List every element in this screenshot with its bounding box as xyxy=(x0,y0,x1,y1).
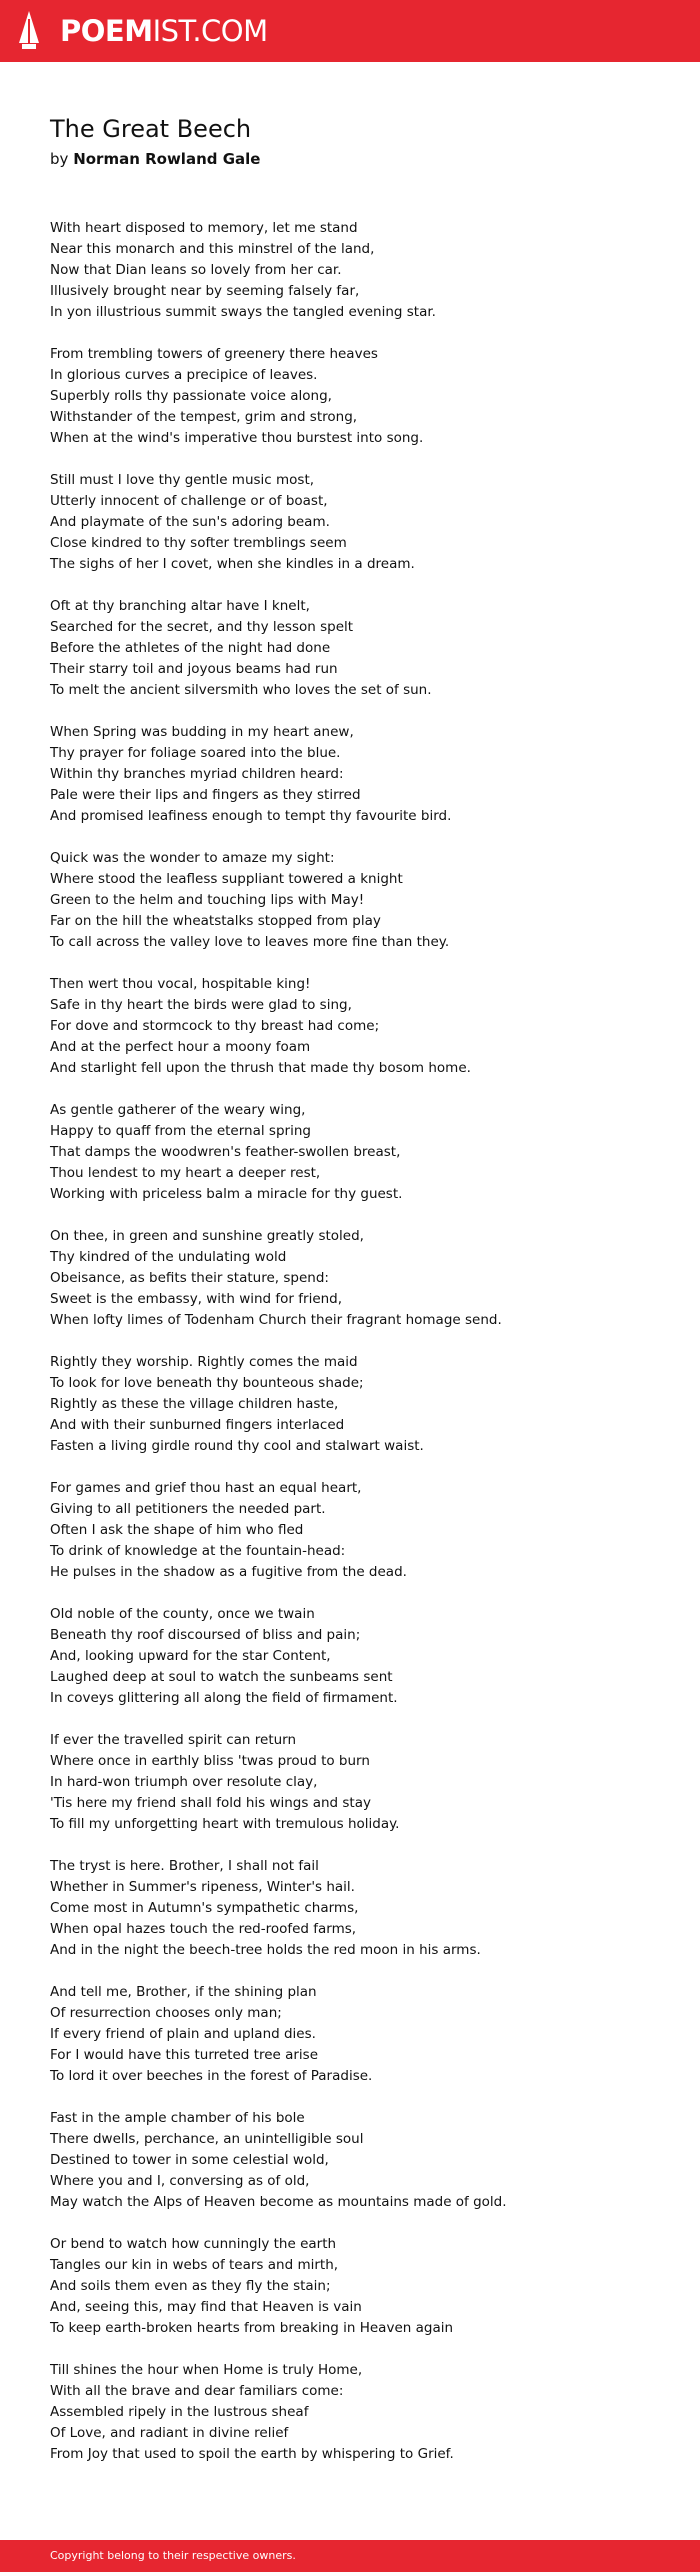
poem-line: On thee, in green and sunshine greatly stoled, xyxy=(50,1228,364,1244)
poem-line: In glorious curves a precipice of leaves. xyxy=(50,367,318,383)
poem-line: Working with priceless balm a miracle for thy guest. xyxy=(50,1186,403,1202)
poem-line: The tryst is here. Brother, I shall not fail xyxy=(50,1858,319,1874)
poem-line: Giving to all petitioners the needed part. xyxy=(50,1501,326,1517)
poem-line: Thou lendest to my heart a deeper rest, xyxy=(50,1165,321,1181)
poem-line: Now that Dian leans so lovely from her car. xyxy=(50,262,342,278)
poem-line: In yon illustrious summit sways the tangled evening star. xyxy=(50,304,436,320)
poem-line: Assembled ripely in the lustrous sheaf xyxy=(50,2404,309,2420)
poem-line: To call across the valley love to leaves more fine than they. xyxy=(50,934,450,950)
stanza xyxy=(50,1100,670,1205)
poem-line: And starlight fell upon the thrush that made thy bosom home. xyxy=(50,1060,471,1076)
poem-line: Till shines the hour when Home is truly Home, xyxy=(50,2362,363,2378)
poem-line: When at the wind's imperative thou burstest into song. xyxy=(50,430,424,446)
poem-line: That damps the woodwren's feather-swollen breast, xyxy=(50,1144,401,1160)
stanza xyxy=(50,848,670,953)
poem-line: To fill my unforgetting heart with tremulous holiday. xyxy=(50,1816,400,1832)
poem-body xyxy=(50,218,670,2486)
stanza xyxy=(50,218,670,323)
poem-line: To keep earth-broken hearts from breaking in Heaven again xyxy=(50,2320,454,2336)
poem-line: Then wert thou vocal, hospitable king! xyxy=(50,976,311,992)
poem-line: With all the brave and dear familiars come: xyxy=(50,2383,344,2399)
pen-nib-icon xyxy=(18,10,40,50)
stanza xyxy=(50,1730,670,1835)
byline-prefix: by xyxy=(50,150,69,168)
poem-line: Where stood the leafless suppliant towered a knight xyxy=(50,871,403,887)
stanza xyxy=(50,974,670,1079)
author-name: Norman Rowland Gale xyxy=(73,150,261,168)
stanza xyxy=(50,1226,670,1331)
poem-line: May watch the Alps of Heaven become as mountains made of gold. xyxy=(50,2194,507,2210)
poem-line: Laughed deep at soul to watch the sunbeams sent xyxy=(50,1669,393,1685)
poem-line: Fast in the ample chamber of his bole xyxy=(50,2110,305,2126)
byline xyxy=(50,148,260,170)
stanza xyxy=(50,344,670,449)
poem-line: Before the athletes of the night had done xyxy=(50,640,331,656)
poem-line: Of resurrection chooses only man; xyxy=(50,2005,282,2021)
poem-line: Of Love, and radiant in divine relief xyxy=(50,2425,289,2441)
poem-line: When Spring was budding in my heart anew, xyxy=(50,724,354,740)
poem-line: For I would have this turreted tree arise xyxy=(50,2047,319,2063)
poem-line: If every friend of plain and upland dies. xyxy=(50,2026,316,2042)
stanza xyxy=(50,1352,670,1457)
poem-line: And, seeing this, may find that Heaven is vain xyxy=(50,2299,362,2315)
stanza xyxy=(50,470,670,575)
poem-line: There dwells, perchance, an unintelligible soul xyxy=(50,2131,364,2147)
poem-line: From trembling towers of greenery there heaves xyxy=(50,346,378,362)
poem-line: Still must I love thy gentle music most, xyxy=(50,472,315,488)
poem-line: He pulses in the shadow as a fugitive from the dead. xyxy=(50,1564,407,1580)
poem-line: And in the night the beech-tree holds the red moon in his arms. xyxy=(50,1942,481,1958)
poem-line: Old noble of the county, once we twain xyxy=(50,1606,315,1622)
logo-bold-text: POEM xyxy=(60,14,153,48)
poem-line: In hard-won triumph over resolute clay, xyxy=(50,1774,318,1790)
poem-line: Whether in Summer's ripeness, Winter's hail. xyxy=(50,1879,355,1895)
poem-line: Sweet is the embassy, with wind for friend, xyxy=(50,1291,343,1307)
site-header xyxy=(0,0,700,62)
poem-line: Destined to tower in some celestial wold, xyxy=(50,2152,329,2168)
stanza xyxy=(50,1604,670,1709)
poem-line: Withstander of the tempest, grim and strong, xyxy=(50,409,358,425)
poem-line: Near this monarch and this minstrel of the land, xyxy=(50,241,375,257)
poem-line: With heart disposed to memory, let me stand xyxy=(50,220,358,236)
poem-line: And promised leafiness enough to tempt thy favourite bird. xyxy=(50,808,452,824)
poem-line: Close kindred to thy softer tremblings seem xyxy=(50,535,347,551)
poem-line: And tell me, Brother, if the shining plan xyxy=(50,1984,317,2000)
poem-line: And at the perfect hour a moony foam xyxy=(50,1039,311,1055)
poem-line: And soils them even as they fly the stain; xyxy=(50,2278,331,2294)
site-logo[interactable] xyxy=(60,14,268,48)
poem-line: Thy kindred of the undulating wold xyxy=(50,1249,287,1265)
poem-title: The Great Beech xyxy=(50,115,252,143)
poem-line: And with their sunburned fingers interlaced xyxy=(50,1417,345,1433)
poem-line: Often I ask the shape of him who fled xyxy=(50,1522,304,1538)
poem-line: When opal hazes touch the red-roofed farms, xyxy=(50,1921,357,1937)
poem-line: When lofty limes of Todenham Church their fragrant homage send. xyxy=(50,1312,502,1328)
poem-line: Their starry toil and joyous beams had run xyxy=(50,661,338,677)
poem-line: For games and grief thou hast an equal heart, xyxy=(50,1480,362,1496)
poem-line: To melt the ancient silversmith who loves the set of sun. xyxy=(50,682,432,698)
stanza xyxy=(50,2234,670,2339)
poem-line: Searched for the secret, and thy lesson spelt xyxy=(50,619,354,635)
poem-line: Rightly they worship. Rightly comes the maid xyxy=(50,1354,358,1370)
stanza xyxy=(50,2360,670,2465)
poem-line: Happy to quaff from the eternal spring xyxy=(50,1123,311,1139)
poem-line: Come most in Autumn's sympathetic charms, xyxy=(50,1900,359,1916)
stanza xyxy=(50,1856,670,1961)
poem-line: Where once in earthly bliss 'twas proud to burn xyxy=(50,1753,370,1769)
logo-rest-text: IST.COM xyxy=(152,14,268,48)
poem-line: In coveys glittering all along the field of firmament. xyxy=(50,1690,398,1706)
poem-line: Where you and I, conversing as of old, xyxy=(50,2173,310,2189)
poem-line: Illusively brought near by seeming falsely far, xyxy=(50,283,360,299)
stanza xyxy=(50,1478,670,1583)
poem-line: For dove and stormcock to thy breast had come; xyxy=(50,1018,380,1034)
poem-line: Within thy branches myriad children heard: xyxy=(50,766,344,782)
poem-line: Superbly rolls thy passionate voice along, xyxy=(50,388,332,404)
poem-line: Far on the hill the wheatstalks stopped from play xyxy=(50,913,381,929)
poem-line: And, looking upward for the star Content, xyxy=(50,1648,331,1664)
poem-line: Tangles our kin in webs of tears and mirth, xyxy=(50,2257,339,2273)
poem-line: Oft at thy branching altar have I knelt, xyxy=(50,598,310,614)
poem-line: Or bend to watch how cunningly the earth xyxy=(50,2236,337,2252)
poem-line: If ever the travelled spirit can return xyxy=(50,1732,297,1748)
poem-line: Fasten a living girdle round thy cool and stalwart waist. xyxy=(50,1438,424,1454)
poem-line: From Joy that used to spoil the earth by whispering to Grief. xyxy=(50,2446,454,2462)
poem-line: To look for love beneath thy bounteous shade; xyxy=(50,1375,364,1391)
poem-line: Rightly as these the village children haste, xyxy=(50,1396,339,1412)
stanza xyxy=(50,722,670,827)
poem-line: To drink of knowledge at the fountain-head: xyxy=(50,1543,346,1559)
poem-line: 'Tis here my friend shall fold his wings and stay xyxy=(50,1795,371,1811)
poem-line: The sighs of her I covet, when she kindles in a dream. xyxy=(50,556,415,572)
poem-line: Utterly innocent of challenge or of boast, xyxy=(50,493,328,509)
poem-line: Green to the helm and touching lips with May! xyxy=(50,892,365,908)
poem-line: Pale were their lips and fingers as they stirred xyxy=(50,787,361,803)
poem-line: And playmate of the sun's adoring beam. xyxy=(50,514,330,530)
stanza xyxy=(50,1982,670,2087)
poem-line: Safe in thy heart the birds were glad to sing, xyxy=(50,997,352,1013)
poem-line: To lord it over beeches in the forest of Paradise. xyxy=(50,2068,373,2084)
copyright-text: Copyright belong to their respective owners. xyxy=(50,2549,296,2562)
poem-line: As gentle gatherer of the weary wing, xyxy=(50,1102,306,1118)
poem-line: Quick was the wonder to amaze my sight: xyxy=(50,850,335,866)
poem-line: Beneath thy roof discoursed of bliss and pain; xyxy=(50,1627,361,1643)
site-footer xyxy=(0,2540,700,2572)
stanza xyxy=(50,596,670,701)
poem-line: Thy prayer for foliage soared into the blue. xyxy=(50,745,341,761)
poem-line: Obeisance, as befits their stature, spend: xyxy=(50,1270,329,1286)
stanza xyxy=(50,2108,670,2213)
